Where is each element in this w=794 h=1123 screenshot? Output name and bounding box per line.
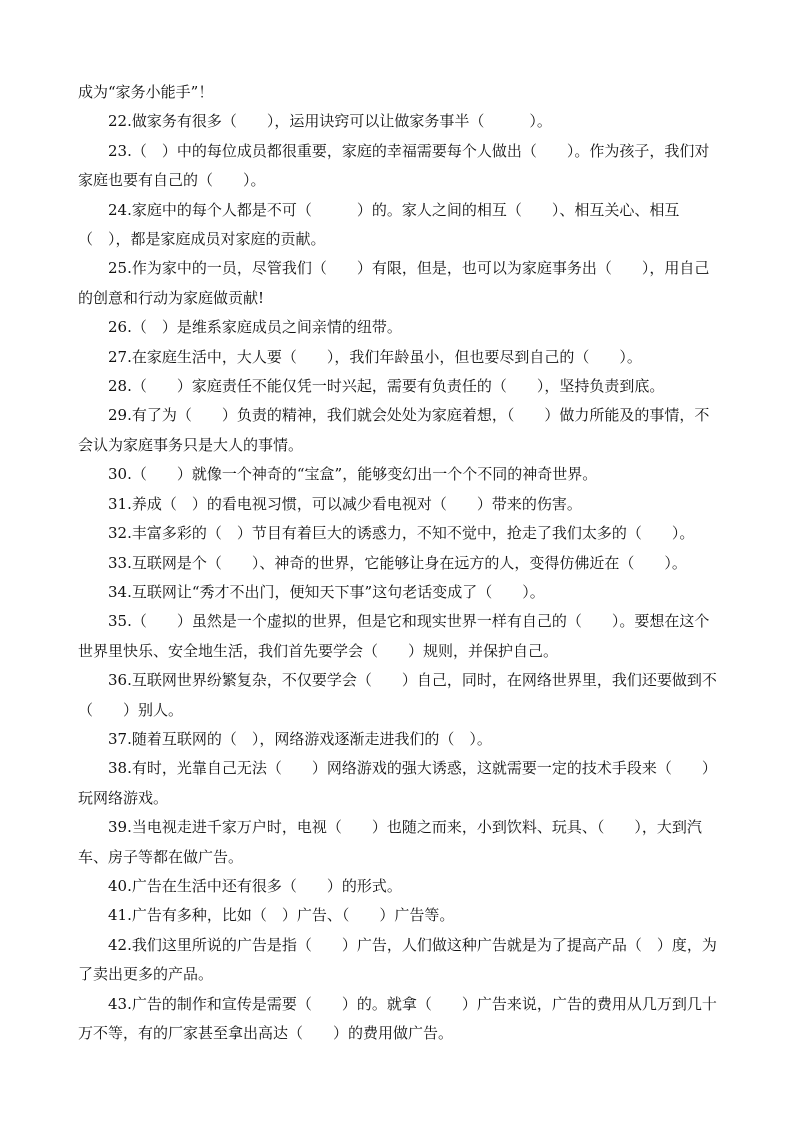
question-34: 34.互联网让“秀才不出门，便知天下事”这句老话变成了（ ）。 xyxy=(108,582,545,601)
question-29: 29.有了为（ ）负责的精神，我们就会处处为家庭着想，（ ）做力所能及的事情，不会认为家庭事务只是大人的事情。 xyxy=(78,406,710,454)
question-40: 40.广告在生活中还有很多（ ）的形式。 xyxy=(108,876,402,895)
question-38: 38.有时，光靠自己无法（ ）网络游戏的强大诱惑，这就需要一定的技术手段来（ ）玩网络游戏。 xyxy=(78,759,717,807)
question-27: 27.在家庭生活中，大人要（ ），我们年龄虽小，但也要尽到自己的（ ）。 xyxy=(108,347,642,366)
question-36: 36.互联网世界纷繁复杂，不仅要学会（ ）自己，同时，在网络世界里，我们还要做到不（ ）别人。 xyxy=(78,671,717,719)
question-42: 42.我们这里所说的广告是指（ ）广告，人们做这种广告就是为了提高产品（ ）度，为了卖出更多的产品。 xyxy=(78,935,717,984)
question-24: 24.家庭中的每个人都是不可（ ）的。家人之间的相互（ ）、相互关心、相互（ ），都是家庭成员对家庭的贡献。 xyxy=(78,200,680,249)
question-31: 31.养成（ ）的看电视习惯，可以减少看电视对（ ）带来的伤害。 xyxy=(108,494,582,513)
paragraph-continuation: 成为“家务小能手”！ xyxy=(78,83,214,101)
question-30: 30.（ ）就像一个神奇的“宝盒”，能够变幻出一个个不同的神奇世界。 xyxy=(108,465,598,484)
question-33: 33.互联网是个（ ）、神奇的世界，它能够让身在远方的人，变得仿佛近在（ ）。 xyxy=(108,553,687,572)
question-23: 23.（ ）中的每位成员都很重要，家庭的幸福需要每个人做出（ ）。作为孩子，我们对家庭也要有自己的（ ）。 xyxy=(78,141,710,190)
question-35: 35.（ ）虽然是一个虚拟的世界，但是它和现实世界一样有自己的（ ）。要想在这个世界里快乐、安全地生活，我们首先要学会（ ）规则，并保护自己。 xyxy=(78,612,710,660)
question-25: 25.作为家中的一员，尽管我们（ ）有限，但是，也可以为家庭事务出（ ），用自己的创意和行动为家庭做贡献! xyxy=(78,259,710,307)
question-32: 32.丰富多彩的（ ）节目有着巨大的诱惑力，不知不觉中，抢走了我们太多的（ ）。 xyxy=(108,524,695,543)
question-28: 28.（ ）家庭责任不能仅凭一时兴起，需要有负责任的（ ），坚持负责到底。 xyxy=(108,377,665,396)
question-43: 43.广告的制作和宣传是需要（ ）的。就拿（ ）广告来说，广告的费用从几万到几十万不等，有的厂家甚至拿出高达（ ）的费用做广告。 xyxy=(78,994,717,1042)
question-22: 22.做家务有很多（ ），运用诀窍可以让做家务事半（ ）。 xyxy=(108,112,552,131)
question-39: 39.当电视走进千家万户时，电视（ ）也随之而来，小到饮料、玩具、（ ），大到汽车、房子等都在做广告。 xyxy=(78,818,702,866)
question-41: 41.广告有多种，比如（ ）广告、（ ）广告等。 xyxy=(108,906,455,925)
question-37: 37.随着互联网的（ ），网络游戏逐渐走进我们的（ ）。 xyxy=(108,729,492,748)
document-body xyxy=(78,78,718,1048)
question-26: 26.（ ）是维系家庭成员之间亲情的纽带。 xyxy=(108,318,402,337)
